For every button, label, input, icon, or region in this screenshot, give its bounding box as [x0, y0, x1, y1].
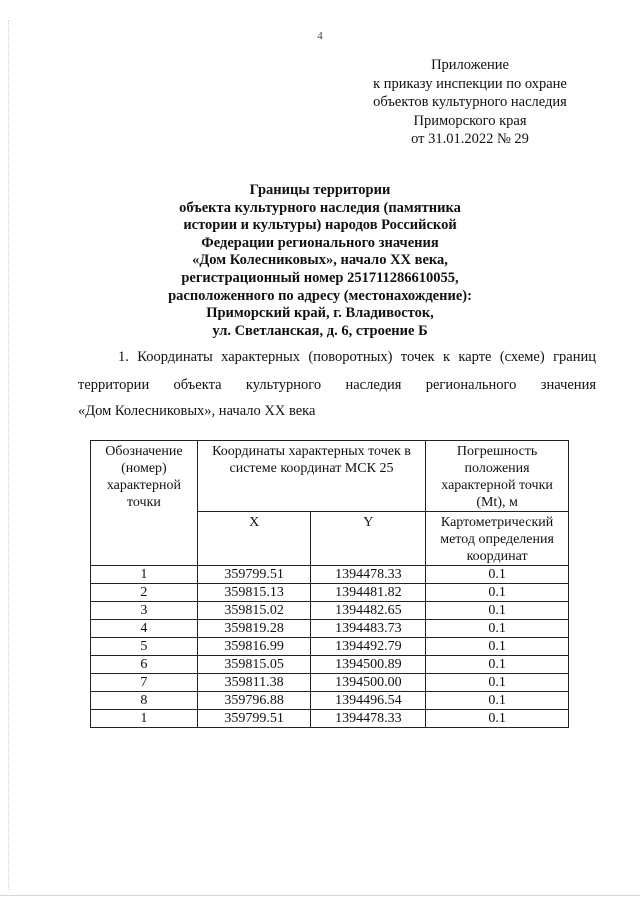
point-error: 0.1 — [426, 602, 569, 620]
table-row — [91, 602, 569, 620]
coord-x: 359815.05 — [197, 656, 311, 674]
title-line: расположенного по адресу (местонахождение): — [168, 287, 472, 304]
table-row — [91, 638, 569, 656]
bottom-divider — [0, 895, 640, 896]
point-number: 1 — [91, 566, 198, 584]
page-number: 4 — [317, 30, 323, 42]
title-line: истории и культуры) народов Российской — [183, 217, 457, 234]
coord-x: 359796.88 — [197, 692, 311, 710]
point-error: 0.1 — [426, 566, 569, 584]
appendix-line: Приморского края — [413, 112, 527, 129]
title-line: ул. Светланская, д. 6, строение Б — [212, 322, 428, 339]
table-row — [91, 656, 569, 674]
coord-y: 1394481.82 — [311, 584, 426, 602]
header-method: Картометрический метод определения координат — [426, 512, 569, 566]
title-line: регистрационный номер 251711286610055, — [181, 269, 459, 286]
header-coordinates: Координаты характерных точек в системе координат МСК 25 — [197, 441, 425, 512]
paragraph-line-1: 1. Координаты характерных (поворотных) точек к карте (схеме) границ — [118, 349, 596, 365]
paragraph-line-2: территории объекта культурного наследия регионального значения — [78, 377, 596, 393]
table-row — [91, 710, 569, 728]
point-error: 0.1 — [426, 584, 569, 602]
title-line: «Дом Колесниковых», начало XX века, — [192, 252, 448, 269]
coord-y: 1394482.65 — [311, 602, 426, 620]
coord-y: 1394478.33 — [311, 566, 426, 584]
appendix-line: к приказу инспекции по охране — [373, 75, 567, 92]
header-error: Погрешность положения характерной точки (Mt), м — [426, 441, 569, 512]
left-margin-border — [8, 20, 10, 890]
point-number: 2 — [91, 584, 198, 602]
table-row — [91, 566, 569, 584]
header-designation: Обозначение (номер) характерной точки — [91, 441, 198, 566]
header-y: Y — [311, 512, 426, 566]
coord-x: 359799.51 — [197, 710, 311, 728]
coord-y: 1394478.33 — [311, 710, 426, 728]
coord-y: 1394500.00 — [311, 674, 426, 692]
coord-y: 1394496.54 — [311, 692, 426, 710]
appendix-header — [340, 56, 600, 149]
appendix-line: Приложение — [431, 57, 509, 73]
appendix-line: объектов культурного наследия — [373, 94, 567, 111]
coord-x: 359799.51 — [197, 566, 311, 584]
title-line: Приморский край, г. Владивосток, — [206, 305, 434, 322]
coord-x: 359815.13 — [197, 584, 311, 602]
coord-x: 359811.38 — [197, 674, 311, 692]
coord-y: 1394500.89 — [311, 656, 426, 674]
point-error: 0.1 — [426, 692, 569, 710]
title-line: Границы территории — [249, 182, 391, 198]
point-number: 7 — [91, 674, 198, 692]
point-number: 5 — [91, 638, 198, 656]
appendix-line: от 31.01.2022 № 29 — [411, 131, 529, 148]
point-error: 0.1 — [426, 638, 569, 656]
point-number: 3 — [91, 602, 198, 620]
paragraph-line-3: «Дом Колесниковых», начало XX века — [78, 403, 316, 419]
point-number: 1 — [91, 710, 198, 728]
point-error: 0.1 — [426, 620, 569, 638]
table-row — [91, 584, 569, 602]
table-header-row — [91, 441, 569, 512]
point-error: 0.1 — [426, 710, 569, 728]
point-error: 0.1 — [426, 674, 569, 692]
table-row — [91, 620, 569, 638]
coord-y: 1394483.73 — [311, 620, 426, 638]
document-title — [120, 182, 520, 340]
point-number: 8 — [91, 692, 198, 710]
coord-x: 359819.28 — [197, 620, 311, 638]
coord-x: 359816.99 — [197, 638, 311, 656]
point-number: 6 — [91, 656, 198, 674]
table-row — [91, 692, 569, 710]
point-error: 0.1 — [426, 656, 569, 674]
title-line: объекта культурного наследия (памятника — [179, 199, 461, 216]
table-row — [91, 674, 569, 692]
title-line: Федерации регионального значения — [201, 234, 439, 251]
coord-y: 1394492.79 — [311, 638, 426, 656]
coordinates-table — [90, 440, 569, 728]
header-x: X — [197, 512, 311, 566]
point-number: 4 — [91, 620, 198, 638]
coord-x: 359815.02 — [197, 602, 311, 620]
